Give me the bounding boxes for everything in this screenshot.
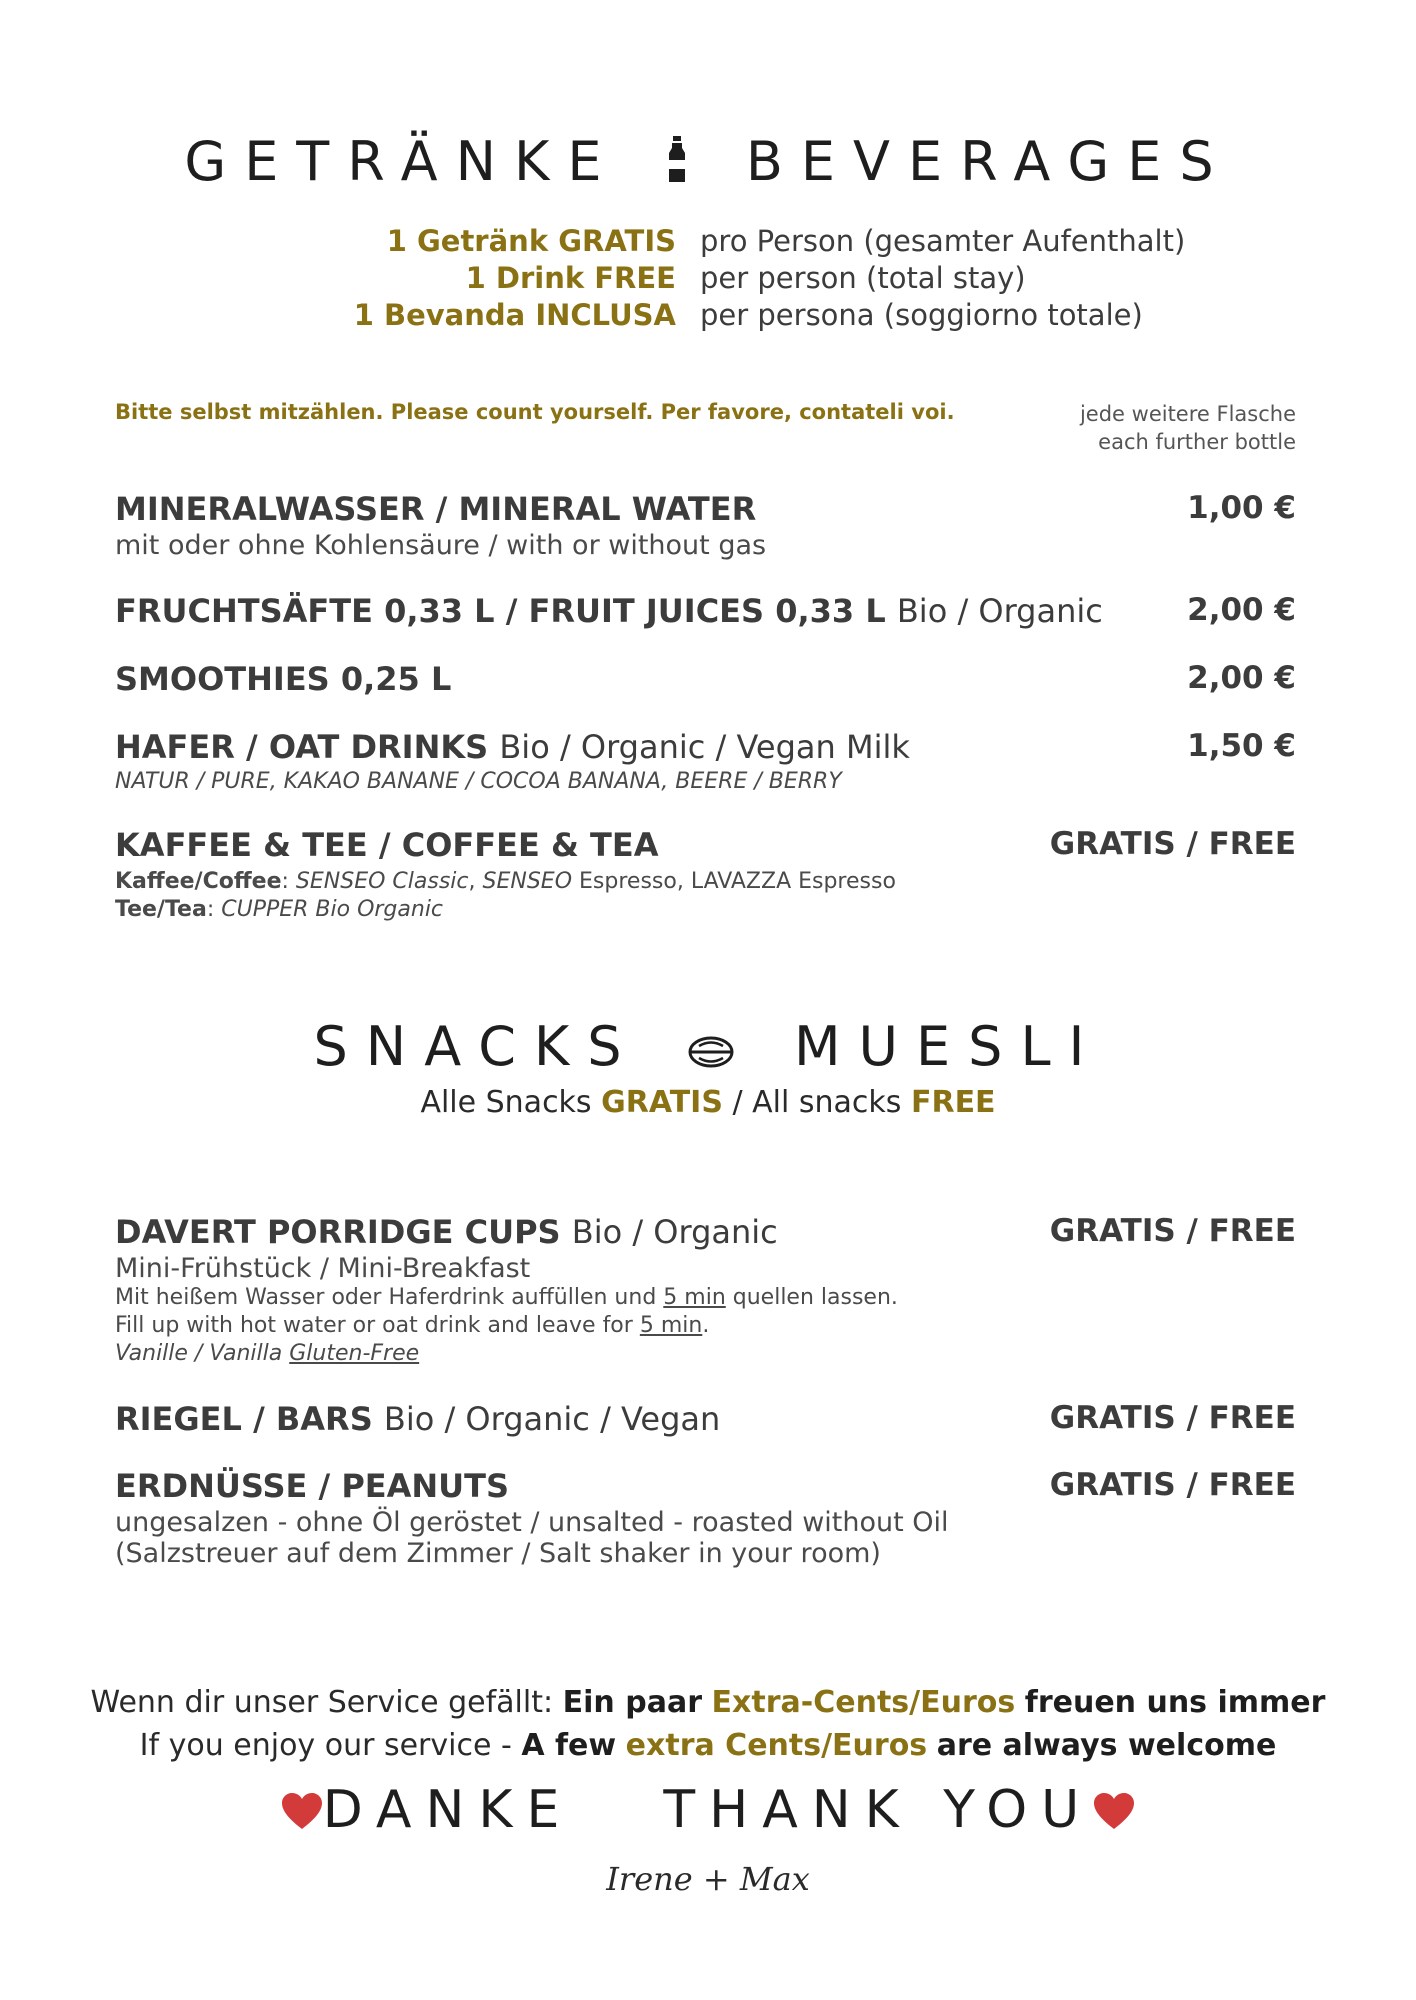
item-tag: Bio / Organic: [896, 592, 1103, 630]
snacks-heading: [0, 1015, 1416, 1082]
item-subtitle-2: (Salzstreuer auf dem Zimmer / Salt shaker in your room): [115, 1538, 881, 1569]
bottle-icon: [667, 134, 687, 197]
menu-item-porridge: [115, 1213, 1296, 1368]
item-title: ERDNÜSSE / PEANUTS: [115, 1467, 510, 1505]
further-bottle-note: [1080, 400, 1296, 456]
heart-icon: [281, 1783, 323, 1843]
item-title: HAFER / OAT DRINKS: [115, 728, 489, 766]
coffee-brand-b: SENSEO: [482, 869, 573, 894]
beverages-heading-right: BEVERAGES: [745, 130, 1232, 193]
footer-line-de: [0, 1685, 1416, 1720]
item-price: GRATIS / FREE: [1049, 1213, 1296, 1249]
tea-line: Tee/Tea: CUPPER Bio Organic: [115, 897, 444, 922]
footer-en-b: A few: [521, 1728, 617, 1763]
coffee-brand-c: Espresso, LAVAZZA Espresso: [579, 869, 896, 894]
instr-de-a: Mit heißem Wasser oder Haferdrink auffüllen und: [115, 1285, 657, 1310]
menu-item-coffee-tea: [115, 826, 1296, 924]
snacks-heading-right: MUESLI: [793, 1015, 1103, 1078]
snacks-sub-free: FREE: [910, 1085, 996, 1120]
count-note: Bitte selbst mitzählen. Please count yourself. Per favore, contateli voi.: [115, 400, 955, 424]
further-line-en: each further bottle: [1098, 430, 1296, 454]
tea-label: Tee/Tea: [115, 897, 207, 922]
item-price: 1,50 €: [1187, 728, 1296, 764]
item-price: 2,00 €: [1187, 592, 1296, 628]
instr-de-time: 5 min: [663, 1285, 726, 1310]
item-subtitle: NATUR / PURE, KAKAO BANANE / COCOA BANANA, BEERE / BERRY: [115, 769, 842, 794]
item-price: GRATIS / FREE: [1049, 1467, 1296, 1503]
snacks-subtitle: [0, 1085, 1416, 1120]
instr-en-c: .: [702, 1313, 710, 1338]
menu-item-bars: [115, 1400, 1296, 1438]
footer-de-d: freuen uns immer: [1024, 1685, 1326, 1720]
beverages-heading: [0, 130, 1416, 197]
item-title: FRUCHTSÄFTE 0,33 L / FRUIT JUICES 0,33 L: [115, 592, 886, 630]
intro-texts: [700, 223, 1185, 334]
intro-label-en: 1 Drink FREE: [465, 261, 676, 295]
porridge-instructions-de: [115, 1284, 1296, 1312]
intro-text-de: pro Person (gesamter Aufenthalt): [700, 224, 1186, 258]
menu-item-fruit-juices: [115, 592, 1296, 630]
item-subtitle-1: ungesalzen - ohne Öl geröstet / unsalted - roasted without Oil: [115, 1507, 949, 1538]
item-price: 1,00 €: [1187, 490, 1296, 526]
footer-de-c: Extra-Cents/Euros: [711, 1685, 1016, 1720]
porridge-instructions-en: [115, 1312, 1296, 1340]
snacks-sub-a: Alle Snacks: [420, 1085, 592, 1120]
thanks-en: THANK YOU: [663, 1780, 1094, 1840]
footer-de-a: Wenn dir unser Service gefällt:: [90, 1685, 554, 1720]
intro-labels: [354, 223, 676, 334]
item-title: SMOOTHIES 0,25 L: [115, 660, 452, 698]
item-subtitle: Mini-Frühstück / Mini-Breakfast: [115, 1253, 531, 1284]
item-title: RIEGEL / BARS: [115, 1400, 373, 1438]
thank-you-line: [0, 1780, 1416, 1843]
bowl-icon: [687, 1019, 735, 1082]
item-price: GRATIS / FREE: [1049, 1400, 1296, 1436]
footer-en-a: If you enjoy our service -: [139, 1728, 512, 1763]
item-subtitle: mit oder ohne Kohlensäure / with or without gas: [115, 530, 767, 561]
item-tag: Bio / Organic: [571, 1213, 778, 1251]
menu-item-oat-drinks: [115, 728, 1296, 796]
item-title: MINERALWASSER / MINERAL WATER: [115, 490, 757, 528]
menu-item-peanuts: [115, 1467, 1296, 1569]
intro-text-en: per person (total stay): [700, 261, 1026, 295]
intro-label-it: 1 Bevanda INCLUSA: [353, 298, 676, 332]
footer-en-d: are always welcome: [936, 1728, 1277, 1763]
footer-de-b: Ein paar: [562, 1685, 702, 1720]
flavor-name: Vanille / Vanilla: [115, 1341, 283, 1366]
instr-en-time: 5 min: [639, 1313, 703, 1338]
item-title: KAFFEE & TEE / COFFEE & TEA: [115, 826, 659, 864]
snacks-sub-gratis: GRATIS: [601, 1085, 723, 1120]
menu-item-smoothies: [115, 660, 1296, 698]
thanks-de: DANKE: [322, 1780, 574, 1840]
signature: Irene + Max: [606, 1860, 810, 1898]
beverages-heading-left: GETRÄNKE: [184, 130, 620, 193]
heart-icon: [1093, 1783, 1135, 1843]
item-title: DAVERT PORRIDGE CUPS: [115, 1213, 561, 1251]
item-price: GRATIS / FREE: [1049, 826, 1296, 862]
tea-value: CUPPER Bio Organic: [221, 897, 444, 922]
further-line-de: jede weitere Flasche: [1079, 402, 1296, 426]
footer-en-c: extra Cents/Euros: [625, 1728, 928, 1763]
instr-en-a: Fill up with hot water or oat drink and leave for: [115, 1313, 633, 1338]
footer-line-en: [0, 1728, 1416, 1763]
coffee-line: Kaffee/Coffee: SENSEO Classic, SENSEO Espresso, LAVAZZA Espresso: [115, 869, 896, 894]
coffee-brand-a: SENSEO Classic: [295, 869, 469, 894]
porridge-flavor: [115, 1340, 1296, 1368]
menu-item-mineral-water: [115, 490, 1296, 561]
intro-text-it: per persona (soggiorno totale): [700, 298, 1143, 332]
instr-de-c: quellen lassen.: [732, 1285, 898, 1310]
intro-label-de: 1 Getränk GRATIS: [386, 224, 676, 258]
item-tag: Bio / Organic / Vegan: [383, 1400, 721, 1438]
item-tag: Bio / Organic / Vegan Milk: [499, 728, 910, 766]
snacks-heading-left: SNACKS: [313, 1015, 640, 1078]
flavor-gluten-free: Gluten-Free: [289, 1341, 420, 1366]
coffee-label: Kaffee/Coffee: [115, 869, 282, 894]
snacks-sub-c: / All snacks: [732, 1085, 902, 1120]
item-price: 2,00 €: [1187, 660, 1296, 696]
